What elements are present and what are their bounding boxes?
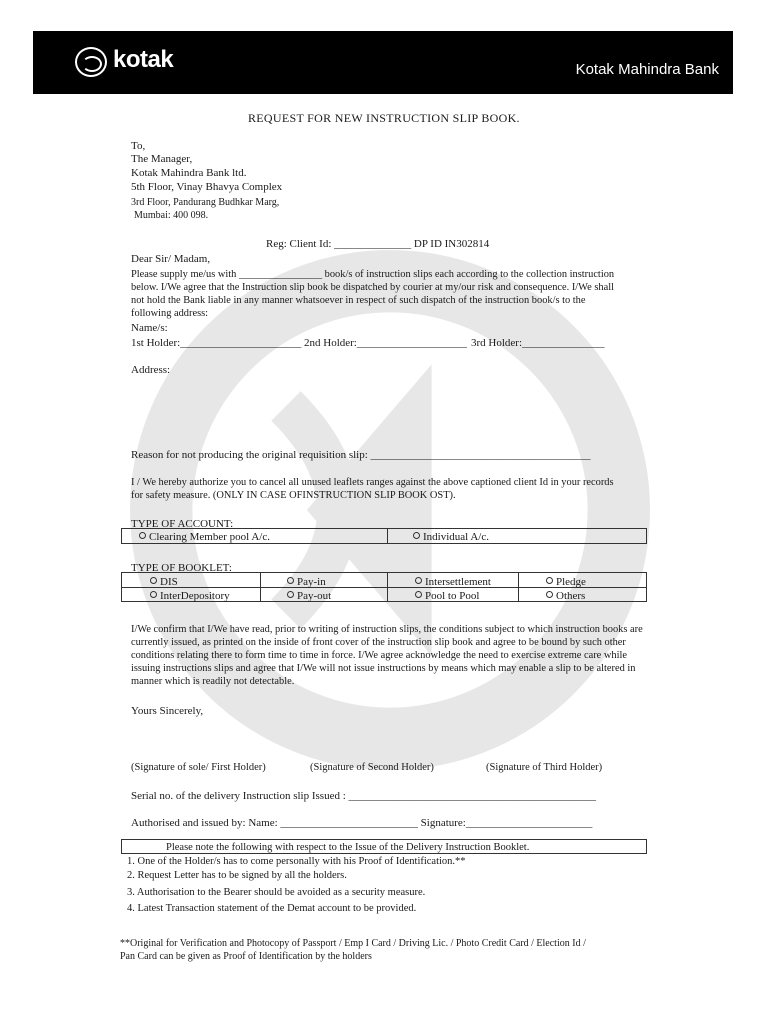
note-2: 2. Request Letter has to be signed by all the holders. bbox=[127, 870, 347, 881]
option-interdepository[interactable] bbox=[150, 590, 230, 602]
request-paragraph: Please supply me/us with ________________ book/s of instruction slips each according to the collection instruction below. I/We agree that the Instruction slip book be dispatched by courier at my/our risk and consequence. I/We shall not hold the Bank liable in any manner whatsoever in respect of such dispatch of the instruction book/s to the following address: bbox=[131, 269, 615, 319]
watermark-logo-icon bbox=[130, 250, 650, 770]
closing: Yours Sincerely, bbox=[131, 705, 204, 717]
reason-line: Reason for not producing the original requisition slip: ________________________________________ bbox=[131, 449, 591, 461]
signature-first-holder: (Signature of sole/ First Holder) bbox=[131, 762, 266, 773]
radio-circle-icon[interactable] bbox=[150, 591, 157, 598]
signature-second-holder: (Signature of Second Holder) bbox=[310, 762, 434, 773]
radio-circle-icon[interactable] bbox=[287, 591, 294, 598]
option-label: Individual A/c. bbox=[423, 531, 489, 543]
option-label: InterDepository bbox=[160, 590, 230, 602]
option-pledge[interactable] bbox=[546, 576, 586, 588]
booklet-type-label: TYPE OF BOOKLET: bbox=[131, 562, 232, 574]
kotak-logo-icon bbox=[75, 47, 107, 77]
note-4: 4. Latest Transaction statement of the Demat account to be provided. bbox=[127, 903, 417, 914]
address-label: Address: bbox=[131, 364, 171, 376]
radio-circle-icon[interactable] bbox=[150, 577, 157, 584]
header-banner bbox=[33, 31, 733, 94]
logo-text: kotak bbox=[113, 46, 174, 73]
account-divider bbox=[387, 528, 388, 544]
option-label: Pool to Pool bbox=[425, 590, 480, 602]
radio-circle-icon[interactable] bbox=[415, 577, 422, 584]
note-1: 1. One of the Holder/s has to come personally with his Proof of Identification.** bbox=[127, 856, 466, 867]
option-pay-out[interactable] bbox=[287, 590, 331, 602]
bank-name: Kotak Mahindra Bank bbox=[575, 61, 719, 78]
option-label: DIS bbox=[160, 576, 178, 588]
booklet-col-divider bbox=[387, 572, 388, 602]
option-dis[interactable] bbox=[150, 576, 178, 588]
option-individual[interactable] bbox=[413, 531, 489, 543]
booklet-col-divider bbox=[260, 572, 261, 602]
option-intersettlement[interactable] bbox=[415, 576, 491, 588]
third-holder-field: 3rd Holder:_______________ bbox=[471, 337, 605, 349]
addr-bank: Kotak Mahindra Bank ltd. bbox=[131, 167, 247, 179]
option-label: Clearing Member pool A/c. bbox=[149, 531, 270, 543]
radio-circle-icon[interactable] bbox=[287, 577, 294, 584]
radio-circle-icon[interactable] bbox=[546, 591, 553, 598]
note-3: 3. Authorisation to the Bearer should be avoided as a security measure. bbox=[127, 887, 426, 898]
option-clearing-member[interactable] bbox=[139, 531, 270, 543]
addr-to: To, bbox=[131, 140, 146, 152]
option-pool-to-pool[interactable] bbox=[415, 590, 479, 602]
footnote: **Original for Verification and Photocopy of Passport / Emp I Card / Driving Lic. / Photo Credit Card / Election Id / Pan Card can be given as Proof of Identification by the holders bbox=[120, 938, 586, 962]
confirm-paragraph: I/We confirm that I/We have read, prior to writing of instruction slips, the conditions subject to which instruction books are currently issued, as printed on the inside of front cover of the instruction slip book and agree to be bound by such other conditions relating there to form time to time in force. I/We agree acknowledge the need to exercise extreme care while issuing instructions slips and agree that I/We will not issue instructions by means which may enable a slip to be altered in manner which is readily not detectable. bbox=[131, 624, 643, 687]
option-label: Pay-in bbox=[297, 576, 326, 588]
authorize-paragraph: I / We hereby authorize you to cancel all unused leaflets ranges against the above captioned client Id in your records for safety measure. (ONLY IN CASE OFINSTRUCTION SLIP BOOK OST). bbox=[131, 477, 614, 501]
second-holder-field: 2nd Holder:____________________ bbox=[304, 337, 467, 349]
addr-manager: The Manager, bbox=[131, 153, 193, 165]
option-label: Pledge bbox=[556, 576, 586, 588]
option-others[interactable] bbox=[546, 590, 585, 602]
reg-line: Reg: Client Id: ______________ DP ID IN302814 bbox=[266, 238, 490, 250]
option-label: Intersettlement bbox=[425, 576, 491, 588]
radio-circle-icon[interactable] bbox=[139, 532, 146, 539]
option-label: Others bbox=[556, 590, 586, 602]
signature-third-holder: (Signature of Third Holder) bbox=[486, 762, 603, 773]
salutation: Dear Sir/ Madam, bbox=[131, 253, 211, 265]
notice-title: Please note the following with respect to the Issue of the Delivery Instruction Booklet. bbox=[166, 842, 530, 853]
first-holder-field: 1st Holder:______________________ bbox=[131, 337, 302, 349]
page-title: REQUEST FOR NEW INSTRUCTION SLIP BOOK. bbox=[248, 111, 520, 125]
radio-circle-icon[interactable] bbox=[415, 591, 422, 598]
authorised-line: Authorised and issued by: Name: _________________________ Signature:_______________________ bbox=[131, 817, 593, 829]
radio-circle-icon[interactable] bbox=[546, 577, 553, 584]
names-label: Name/s: bbox=[131, 322, 168, 334]
addr-floor3: 3rd Floor, Pandurang Budhkar Marg, bbox=[131, 197, 280, 208]
radio-circle-icon[interactable] bbox=[413, 532, 420, 539]
addr-city: Mumbai: 400 098. bbox=[134, 210, 209, 221]
booklet-col-divider bbox=[518, 572, 519, 602]
account-type-label: TYPE OF ACCOUNT: bbox=[131, 518, 234, 530]
option-label: Pay-out bbox=[297, 590, 332, 602]
serial-line: Serial no. of the delivery Instruction slip Issued : _____________________________________________ bbox=[131, 790, 597, 802]
option-pay-in[interactable] bbox=[287, 576, 326, 588]
addr-floor: 5th Floor, Vinay Bhavya Complex bbox=[131, 181, 283, 193]
